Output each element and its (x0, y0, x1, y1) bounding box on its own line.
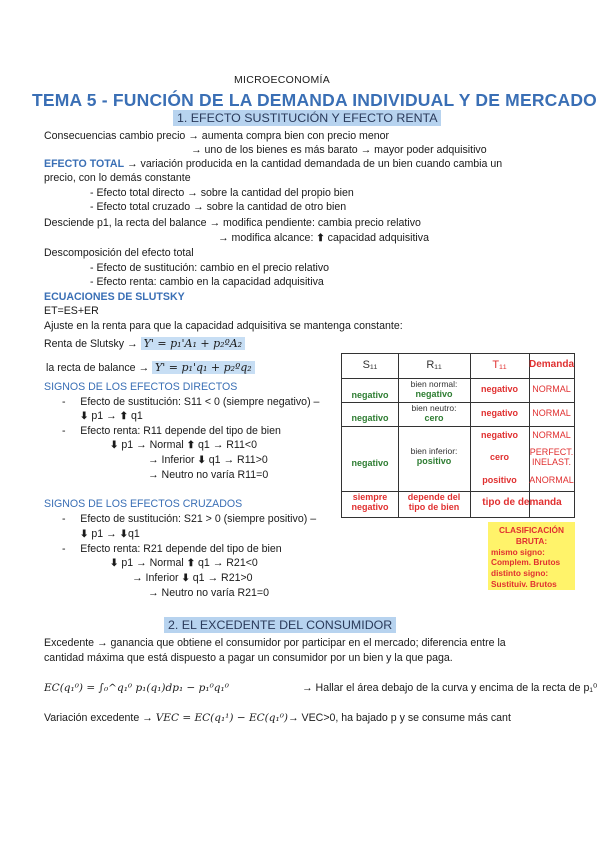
text-part: q1 → R21>0 (189, 572, 253, 584)
up-arrow-icon: ⬆ (186, 440, 196, 451)
table-cell: bien inferior: (410, 446, 458, 456)
list-item-text: Efecto renta: R21 depende del tipo de bien (80, 543, 282, 555)
text-line (110, 557, 258, 570)
recta-balance-formula: Y' = p₁'q₁ + p₂ºq₂ (152, 361, 255, 374)
list-item: - Efecto renta: R11 depende del tipo de bien (62, 425, 281, 437)
header-r11: R₁₁ (426, 359, 442, 371)
box-line: Complem. Brutos (491, 557, 561, 568)
renta-slutsky-formula: Y' = p₁'A₁ + p₂ºA₂ (141, 337, 246, 350)
signs-table (341, 353, 575, 518)
text-line (46, 361, 255, 375)
header-t11: T₁₁ (492, 359, 507, 371)
footer-text: depende del (407, 492, 461, 502)
var-label: Variación excedente → (44, 712, 156, 724)
list-item: - Efecto renta: R21 depende del tipo de bien (62, 543, 282, 555)
table-cell: negativo (351, 413, 389, 423)
header-demanda: Demanda (529, 359, 575, 370)
text-line: Excedente → ganancia que obtiene el consumidor por participar en el mercado; diferencia entre la (44, 637, 506, 649)
text-line (80, 528, 140, 541)
slutsky-title: ECUACIONES DE SLUTSKY (44, 291, 185, 303)
text-part: p1 → Normal (118, 557, 187, 569)
box-line: distinto signo: (491, 568, 549, 579)
table-cell: negativo (415, 389, 453, 399)
header-s11: S₁₁ (362, 359, 378, 371)
text-line (44, 158, 502, 171)
table-cell: bien neutro: (411, 403, 457, 413)
table-cell: positivo (482, 475, 517, 485)
table-cell: ANORMAL (529, 475, 574, 485)
list-item: - Efecto de sustitución: S11 < 0 (siempre negativo) – (62, 396, 320, 408)
recta-balance-label: la recta de balance → (46, 362, 152, 374)
down-arrow-icon: ⬇ (119, 529, 128, 540)
down-arrow-icon: ⬇ (80, 529, 89, 540)
box-line: mismo signo: (491, 546, 545, 557)
text-line: Consecuencias cambio precio → aumenta compra bien con precio menor (44, 130, 390, 142)
alcance-text: → modifica alcance: (218, 232, 317, 244)
up-arrow-icon: ⬆ (119, 411, 128, 422)
text-line (148, 454, 268, 467)
table-cell: NORMAL (532, 430, 571, 440)
text-part: → Inferior (148, 454, 198, 466)
table-cell: cero (489, 452, 509, 462)
table-cell: cero (424, 413, 444, 423)
text-line: → Hallar el área debajo de la curva y encima de la recta de p₁⁰ (302, 682, 598, 694)
text-line (80, 410, 143, 423)
text-part: p1 → Normal (118, 439, 187, 451)
box-line: BRUTA: (515, 535, 548, 546)
capacidad-text: capacidad adquisitiva (324, 232, 429, 244)
text-part: q1 (128, 410, 143, 422)
list-item: - Efecto renta: cambio en la capacidad adquisitiva (90, 276, 324, 288)
down-arrow-icon: ⬇ (197, 455, 206, 466)
section-title-2: 2. EL EXCEDENTE DEL CONSUMIDOR (164, 617, 396, 633)
list-item: - Efecto de sustitución: S21 > 0 (siempre positivo) – (62, 513, 317, 525)
table-footer-cell: tipo de demanda (482, 497, 562, 508)
text-line: → Neutro no varía R21=0 (148, 587, 270, 599)
page-title: TEMA 5 - FUNCIÓN DE LA DEMANDA INDIVIDUAL Y DE MERCADO (32, 90, 597, 110)
course-header: MICROECONOMÍA (234, 74, 331, 86)
down-arrow-icon: ⬇ (80, 411, 89, 422)
var-formula: VEC = EC(q₁¹) − EC(q₁⁰) (155, 712, 288, 724)
text-line: ET=ES+ER (44, 305, 99, 317)
table-cell: bien normal: (410, 379, 458, 389)
list-item: - Efecto total directo → sobre la cantidad del propio bien (90, 187, 354, 199)
text-part: p1 → (88, 528, 120, 540)
text-part: p1 → (88, 410, 120, 422)
ec-formula: EC(q₁⁰) = ∫₀^q₁⁰ p₁(q₁)dp₁ − p₁⁰q₁⁰ (44, 682, 229, 694)
text-line (110, 439, 257, 452)
table-footer-cell (398, 492, 470, 512)
section-title-1: 1. EFECTO SUSTITUCIÓN Y EFECTO RENTA (173, 110, 441, 126)
text-part: → Inferior (132, 572, 182, 584)
table-cell: negativo (480, 408, 518, 418)
list-item-text: Efecto de sustitución: S11 < 0 (siempre negativo) – (80, 396, 320, 408)
table-cell: NORMAL (532, 384, 571, 394)
table-divider (342, 426, 574, 427)
text-part: q1 → R11>0 (205, 454, 268, 466)
text-line: Descomposición del efecto total (44, 247, 194, 259)
efecto-total-label: EFECTO TOTAL (44, 158, 125, 170)
footer-text: siempre (352, 492, 388, 502)
efecto-total-text: → variación producida en la cantidad demandada de un bien cuando cambia un (124, 158, 503, 170)
text-line (44, 712, 288, 725)
table-cell: NORMAL (532, 408, 571, 418)
text-line: cantidad máxima que está dispuesto a pagar un consumidor por un bien y la que paga. (44, 652, 453, 664)
text-part: q1 → R11<0 (195, 439, 258, 451)
list-item-text: Efecto de sustitución: S21 > 0 (siempre positivo) – (80, 513, 317, 525)
signos-directos-title: SIGNOS DE LOS EFECTOS DIRECTOS (44, 381, 238, 393)
text-line (132, 572, 253, 585)
list-item: - Efecto de sustitución: cambio en el precio relativo (90, 262, 330, 274)
table-cell: negativo (480, 384, 518, 394)
text-line: → uno de los bienes es más barato → mayor poder adquisitivo (191, 144, 487, 156)
text-part: q1 → R21<0 (195, 557, 258, 569)
table-cell: INELAST. (531, 457, 571, 467)
table-cell: negativo (351, 390, 389, 400)
table-footer-cell (342, 492, 398, 512)
list-item: - Efecto total cruzado → sobre la cantidad de otro bien (90, 201, 347, 213)
text-line: → VEC>0, ha bajado p y se consume más cant (288, 712, 511, 724)
signos-cruzados-title: SIGNOS DE LOS EFECTOS CRUZADOS (44, 498, 243, 510)
up-arrow-icon: ⬆ (186, 558, 196, 569)
down-arrow-icon: ⬇ (110, 558, 119, 569)
text-line: Ajuste en la renta para que la capacidad adquisitiva se mantenga constante: (44, 320, 403, 332)
box-line: Sustituiv. Brutos (491, 578, 557, 589)
clasificacion-box (488, 522, 575, 590)
table-cell: negativo (351, 458, 389, 468)
table-cell: PERFECT. (529, 447, 574, 457)
text-line (44, 337, 245, 351)
renta-slutsky-label: Renta de Slutsky → (44, 338, 141, 350)
down-arrow-icon: ⬇ (181, 573, 190, 584)
text-line: precio, con lo demás constante (44, 172, 191, 184)
down-arrow-icon: ⬇ (110, 440, 119, 451)
text-part: q1 (128, 528, 140, 540)
table-cell: positivo (416, 456, 452, 466)
table-cell: negativo (480, 430, 518, 440)
text-line: Desciende p1, la recta del balance → modifica pendiente: cambia precio relativo (44, 217, 421, 229)
footer-text: negativo (351, 502, 389, 512)
box-line: CLASIFICACIÓN (499, 525, 564, 535)
up-arrow-icon: ⬆ (316, 233, 325, 244)
text-line: → Neutro no varía R11=0 (148, 469, 269, 481)
footer-text: tipo de bien (408, 502, 460, 512)
text-line (218, 232, 429, 245)
list-item-text: Efecto renta: R11 depende del tipo de bien (80, 425, 281, 437)
